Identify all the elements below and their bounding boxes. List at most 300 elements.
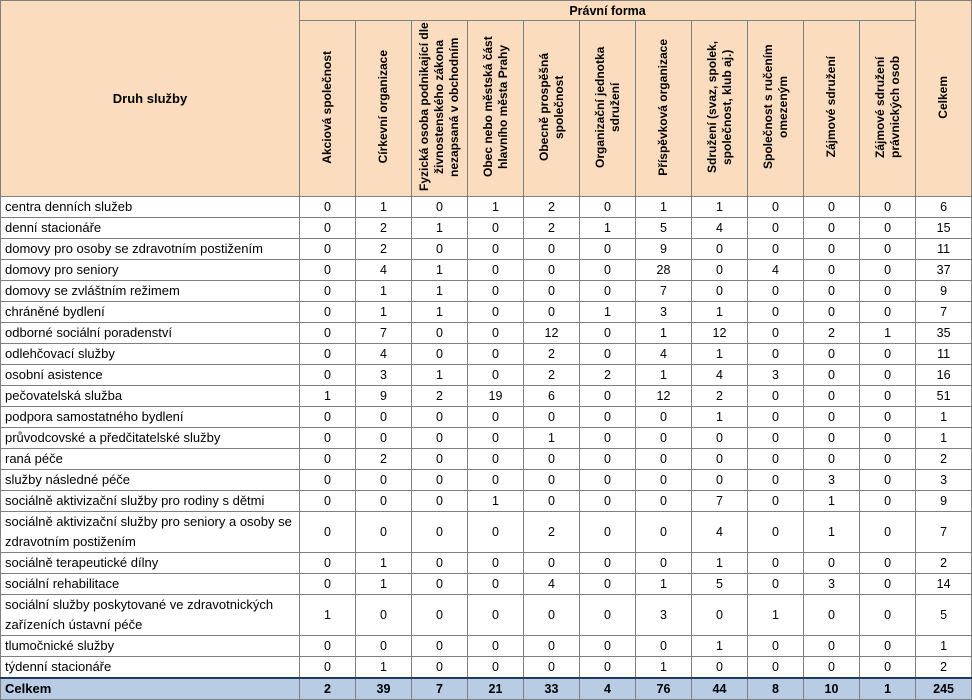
column-header-label: Zájmové sdružení právnických osob xyxy=(872,55,902,159)
value-cell: 1 xyxy=(636,574,692,595)
value-cell: 1 xyxy=(468,491,524,512)
value-cell: 0 xyxy=(524,239,580,260)
service-name-cell: raná péče xyxy=(1,449,300,470)
row-total-cell: 11 xyxy=(916,239,972,260)
service-name-cell: průvodcovské a předčitatelské služby xyxy=(1,428,300,449)
value-cell: 4 xyxy=(692,512,748,553)
value-cell: 1 xyxy=(356,553,412,574)
value-cell: 0 xyxy=(748,553,804,574)
row-total-cell: 7 xyxy=(916,512,972,553)
value-cell: 0 xyxy=(300,260,356,281)
value-cell: 0 xyxy=(468,365,524,386)
value-cell: 0 xyxy=(300,344,356,365)
service-name-cell: domovy pro seniory xyxy=(1,260,300,281)
value-cell: 0 xyxy=(580,260,636,281)
table-row xyxy=(1,386,972,407)
value-cell: 0 xyxy=(860,302,916,323)
value-cell: 0 xyxy=(580,553,636,574)
value-cell: 1 xyxy=(580,302,636,323)
value-cell: 0 xyxy=(580,281,636,302)
value-cell: 0 xyxy=(692,470,748,491)
value-cell: 1 xyxy=(412,260,468,281)
value-cell: 2 xyxy=(524,512,580,553)
value-cell: 1 xyxy=(692,197,748,218)
value-cell: 0 xyxy=(412,428,468,449)
row-total-cell: 5 xyxy=(916,595,972,636)
value-cell: 4 xyxy=(356,260,412,281)
value-cell: 0 xyxy=(860,260,916,281)
value-cell: 0 xyxy=(580,428,636,449)
value-cell: 0 xyxy=(804,595,860,636)
value-cell: 3 xyxy=(748,365,804,386)
value-cell: 0 xyxy=(748,302,804,323)
value-cell: 0 xyxy=(636,428,692,449)
value-cell: 0 xyxy=(468,449,524,470)
value-cell: 1 xyxy=(860,323,916,344)
value-cell: 0 xyxy=(524,281,580,302)
value-cell: 1 xyxy=(468,197,524,218)
value-cell: 1 xyxy=(356,574,412,595)
value-cell: 2 xyxy=(524,344,580,365)
table-row xyxy=(1,344,972,365)
value-cell: 1 xyxy=(804,491,860,512)
value-cell: 6 xyxy=(524,386,580,407)
table-row xyxy=(1,470,972,491)
value-cell: 0 xyxy=(300,470,356,491)
value-cell: 0 xyxy=(300,449,356,470)
value-cell: 1 xyxy=(412,281,468,302)
column-header-label: Zájmové sdružení xyxy=(824,56,838,158)
value-cell: 0 xyxy=(580,323,636,344)
table-row xyxy=(1,302,972,323)
value-cell: 0 xyxy=(468,302,524,323)
value-cell: 12 xyxy=(524,323,580,344)
column-header-label: Organizační jednotka sdružení xyxy=(592,46,622,168)
table-row xyxy=(1,574,972,595)
value-cell: 0 xyxy=(860,281,916,302)
value-cell: 0 xyxy=(412,574,468,595)
value-cell: 0 xyxy=(412,323,468,344)
value-cell: 0 xyxy=(412,407,468,428)
value-cell: 0 xyxy=(580,344,636,365)
value-cell: 0 xyxy=(804,386,860,407)
grand-total-cell: 245 xyxy=(916,678,972,700)
value-cell: 0 xyxy=(804,197,860,218)
value-cell: 0 xyxy=(524,260,580,281)
value-cell: 2 xyxy=(356,218,412,239)
value-cell: 12 xyxy=(636,386,692,407)
value-cell: 0 xyxy=(580,470,636,491)
value-cell: 0 xyxy=(860,407,916,428)
value-cell: 0 xyxy=(804,218,860,239)
column-header xyxy=(356,21,412,197)
service-type-header: Druh služby xyxy=(1,1,300,197)
table-header xyxy=(1,1,972,197)
service-name-cell: služby následné péče xyxy=(1,470,300,491)
row-total-cell: 37 xyxy=(916,260,972,281)
value-cell: 0 xyxy=(860,636,916,657)
column-total-cell: 44 xyxy=(692,678,748,700)
table-row xyxy=(1,657,972,679)
service-name-cell: týdenní stacionáře xyxy=(1,657,300,679)
value-cell: 0 xyxy=(860,365,916,386)
value-cell: 0 xyxy=(580,449,636,470)
table-body xyxy=(1,197,972,700)
service-name-cell: denní stacionáře xyxy=(1,218,300,239)
value-cell: 0 xyxy=(748,407,804,428)
table-row xyxy=(1,218,972,239)
value-cell: 0 xyxy=(300,281,356,302)
row-total-cell: 11 xyxy=(916,344,972,365)
row-total-cell: 1 xyxy=(916,636,972,657)
value-cell: 3 xyxy=(636,302,692,323)
row-total-cell: 2 xyxy=(916,657,972,679)
value-cell: 0 xyxy=(804,636,860,657)
value-cell: 0 xyxy=(300,407,356,428)
row-total-cell: 9 xyxy=(916,491,972,512)
value-cell: 0 xyxy=(468,574,524,595)
value-cell: 0 xyxy=(580,491,636,512)
column-header-label: Akciová společnost xyxy=(320,50,334,164)
service-name-cell: osobní asistence xyxy=(1,365,300,386)
value-cell: 0 xyxy=(524,491,580,512)
column-header xyxy=(860,21,916,197)
value-cell: 0 xyxy=(692,239,748,260)
value-cell: 0 xyxy=(636,449,692,470)
value-cell: 3 xyxy=(804,574,860,595)
value-cell: 0 xyxy=(804,302,860,323)
value-cell: 0 xyxy=(692,428,748,449)
value-cell: 0 xyxy=(412,491,468,512)
totals-row xyxy=(1,678,972,700)
value-cell: 0 xyxy=(412,344,468,365)
column-header xyxy=(300,21,356,197)
column-header-label: Obec nebo městská část hlavního města Prahy xyxy=(480,36,510,178)
column-header-label: Společnost s ručením omezeným xyxy=(760,44,790,170)
column-header-label: Sdružení (svaz, spolek, společnost, klub aj.) xyxy=(704,40,734,174)
value-cell: 1 xyxy=(636,197,692,218)
service-name-cell: pečovatelská služba xyxy=(1,386,300,407)
total-column-header xyxy=(916,1,972,197)
value-cell: 7 xyxy=(636,281,692,302)
column-header-label: Fyzická osoba podnikající dle živnostenského zákona nezapsaná v obchodním xyxy=(417,22,461,192)
column-total-cell: 33 xyxy=(524,678,580,700)
value-cell: 0 xyxy=(356,428,412,449)
service-name-cell: domovy pro osoby se zdravotním postižením xyxy=(1,239,300,260)
value-cell: 1 xyxy=(748,595,804,636)
row-total-cell: 3 xyxy=(916,470,972,491)
value-cell: 0 xyxy=(748,574,804,595)
value-cell: 0 xyxy=(524,636,580,657)
value-cell: 5 xyxy=(692,574,748,595)
value-cell: 0 xyxy=(804,344,860,365)
value-cell: 0 xyxy=(524,407,580,428)
row-total-cell: 35 xyxy=(916,323,972,344)
value-cell: 0 xyxy=(860,386,916,407)
service-name-cell: sociálně aktivizační služby pro seniory a osoby se zdravotním postižením xyxy=(1,512,300,553)
value-cell: 0 xyxy=(412,197,468,218)
row-total-cell: 15 xyxy=(916,218,972,239)
column-total-cell: 21 xyxy=(468,678,524,700)
table-row xyxy=(1,553,972,574)
value-cell: 0 xyxy=(412,595,468,636)
value-cell: 3 xyxy=(804,470,860,491)
value-cell: 0 xyxy=(860,512,916,553)
value-cell: 1 xyxy=(356,281,412,302)
row-total-cell: 7 xyxy=(916,302,972,323)
value-cell: 2 xyxy=(804,323,860,344)
value-cell: 9 xyxy=(356,386,412,407)
value-cell: 0 xyxy=(748,344,804,365)
value-cell: 0 xyxy=(524,302,580,323)
table-row xyxy=(1,449,972,470)
value-cell: 4 xyxy=(748,260,804,281)
row-total-cell: 6 xyxy=(916,197,972,218)
value-cell: 1 xyxy=(636,657,692,679)
value-cell: 0 xyxy=(356,512,412,553)
table-row xyxy=(1,491,972,512)
value-cell: 1 xyxy=(692,636,748,657)
value-cell: 0 xyxy=(524,657,580,679)
value-cell: 0 xyxy=(300,365,356,386)
value-cell: 2 xyxy=(356,449,412,470)
service-name-cell: chráněné bydlení xyxy=(1,302,300,323)
value-cell: 0 xyxy=(748,491,804,512)
value-cell: 0 xyxy=(300,197,356,218)
value-cell: 1 xyxy=(692,302,748,323)
value-cell: 0 xyxy=(692,595,748,636)
column-total-cell: 7 xyxy=(412,678,468,700)
column-total-cell: 8 xyxy=(748,678,804,700)
row-total-cell: 51 xyxy=(916,386,972,407)
value-cell: 0 xyxy=(356,595,412,636)
value-cell: 0 xyxy=(748,281,804,302)
value-cell: 0 xyxy=(356,470,412,491)
value-cell: 3 xyxy=(636,595,692,636)
value-cell: 0 xyxy=(580,657,636,679)
value-cell: 0 xyxy=(580,407,636,428)
value-cell: 7 xyxy=(356,323,412,344)
row-total-cell: 16 xyxy=(916,365,972,386)
service-name-cell: odborné sociální poradenství xyxy=(1,323,300,344)
value-cell: 0 xyxy=(580,386,636,407)
value-cell: 4 xyxy=(524,574,580,595)
value-cell: 0 xyxy=(804,553,860,574)
value-cell: 0 xyxy=(468,344,524,365)
value-cell: 0 xyxy=(748,428,804,449)
row-total-cell: 1 xyxy=(916,407,972,428)
value-cell: 0 xyxy=(412,636,468,657)
value-cell: 0 xyxy=(524,449,580,470)
value-cell: 0 xyxy=(300,218,356,239)
value-cell: 1 xyxy=(300,386,356,407)
value-cell: 0 xyxy=(636,512,692,553)
value-cell: 0 xyxy=(468,239,524,260)
value-cell: 0 xyxy=(356,407,412,428)
column-header xyxy=(636,21,692,197)
value-cell: 2 xyxy=(524,218,580,239)
value-cell: 1 xyxy=(300,595,356,636)
value-cell: 0 xyxy=(300,574,356,595)
total-column-label: Celkem xyxy=(936,75,951,119)
value-cell: 0 xyxy=(860,197,916,218)
value-cell: 28 xyxy=(636,260,692,281)
value-cell: 2 xyxy=(356,239,412,260)
row-total-cell: 1 xyxy=(916,428,972,449)
value-cell: 0 xyxy=(804,260,860,281)
value-cell: 0 xyxy=(692,449,748,470)
value-cell: 0 xyxy=(412,239,468,260)
value-cell: 1 xyxy=(636,323,692,344)
value-cell: 0 xyxy=(748,323,804,344)
value-cell: 0 xyxy=(580,239,636,260)
value-cell: 2 xyxy=(692,386,748,407)
value-cell: 0 xyxy=(300,657,356,679)
value-cell: 0 xyxy=(300,636,356,657)
value-cell: 0 xyxy=(300,323,356,344)
value-cell: 1 xyxy=(580,218,636,239)
value-cell: 2 xyxy=(580,365,636,386)
column-total-cell: 39 xyxy=(356,678,412,700)
value-cell: 4 xyxy=(692,365,748,386)
row-total-cell: 14 xyxy=(916,574,972,595)
value-cell: 0 xyxy=(580,197,636,218)
value-cell: 1 xyxy=(692,553,748,574)
value-cell: 1 xyxy=(356,657,412,679)
value-cell: 0 xyxy=(468,281,524,302)
service-name-cell: sociálně aktivizační služby pro rodiny s dětmi xyxy=(1,491,300,512)
value-cell: 0 xyxy=(692,260,748,281)
value-cell: 0 xyxy=(468,428,524,449)
value-cell: 0 xyxy=(748,197,804,218)
value-cell: 19 xyxy=(468,386,524,407)
value-cell: 0 xyxy=(300,428,356,449)
table-row xyxy=(1,365,972,386)
value-cell: 0 xyxy=(356,491,412,512)
value-cell: 0 xyxy=(860,491,916,512)
value-cell: 0 xyxy=(468,512,524,553)
column-total-cell: 1 xyxy=(860,678,916,700)
value-cell: 2 xyxy=(412,386,468,407)
value-cell: 0 xyxy=(860,428,916,449)
row-total-cell: 2 xyxy=(916,449,972,470)
value-cell: 0 xyxy=(300,239,356,260)
value-cell: 1 xyxy=(412,218,468,239)
value-cell: 0 xyxy=(356,636,412,657)
value-cell: 0 xyxy=(636,636,692,657)
column-header xyxy=(412,21,468,197)
value-cell: 0 xyxy=(468,553,524,574)
value-cell: 3 xyxy=(356,365,412,386)
value-cell: 4 xyxy=(356,344,412,365)
value-cell: 7 xyxy=(692,491,748,512)
value-cell: 0 xyxy=(860,657,916,679)
value-cell: 1 xyxy=(692,344,748,365)
value-cell: 0 xyxy=(804,281,860,302)
service-name-cell: tlumočnické služby xyxy=(1,636,300,657)
value-cell: 0 xyxy=(860,344,916,365)
value-cell: 0 xyxy=(580,636,636,657)
value-cell: 0 xyxy=(412,449,468,470)
value-cell: 0 xyxy=(748,512,804,553)
value-cell: 1 xyxy=(636,365,692,386)
value-cell: 0 xyxy=(468,470,524,491)
value-cell: 0 xyxy=(300,491,356,512)
value-cell: 1 xyxy=(356,302,412,323)
value-cell: 1 xyxy=(412,302,468,323)
column-total-cell: 76 xyxy=(636,678,692,700)
value-cell: 0 xyxy=(468,657,524,679)
column-header xyxy=(580,21,636,197)
value-cell: 0 xyxy=(692,281,748,302)
value-cell: 0 xyxy=(300,512,356,553)
value-cell: 0 xyxy=(860,239,916,260)
value-cell: 0 xyxy=(412,553,468,574)
value-cell: 0 xyxy=(636,491,692,512)
value-cell: 1 xyxy=(692,407,748,428)
value-cell: 9 xyxy=(636,239,692,260)
table-row xyxy=(1,197,972,218)
table-row xyxy=(1,281,972,302)
value-cell: 0 xyxy=(300,302,356,323)
legal-form-header: Právní forma xyxy=(300,1,916,21)
table-row xyxy=(1,428,972,449)
column-header-label: Obecně prospěšná společnost xyxy=(536,52,566,162)
value-cell: 0 xyxy=(804,407,860,428)
column-header-label: Církevní organizace xyxy=(376,50,390,164)
value-cell: 0 xyxy=(804,239,860,260)
totals-label: Celkem xyxy=(1,678,300,700)
value-cell: 0 xyxy=(748,239,804,260)
value-cell: 0 xyxy=(748,636,804,657)
value-cell: 0 xyxy=(524,470,580,491)
table-row xyxy=(1,260,972,281)
column-header xyxy=(524,21,580,197)
column-total-cell: 2 xyxy=(300,678,356,700)
value-cell: 0 xyxy=(580,512,636,553)
column-total-cell: 10 xyxy=(804,678,860,700)
value-cell: 0 xyxy=(748,386,804,407)
value-cell: 0 xyxy=(468,323,524,344)
column-header-label: Příspěvková organizace xyxy=(656,38,670,176)
service-name-cell: domovy se zvláštním režimem xyxy=(1,281,300,302)
value-cell: 0 xyxy=(804,657,860,679)
value-cell: 4 xyxy=(636,344,692,365)
value-cell: 0 xyxy=(468,260,524,281)
column-header xyxy=(748,21,804,197)
value-cell: 0 xyxy=(636,553,692,574)
value-cell: 0 xyxy=(748,470,804,491)
value-cell: 0 xyxy=(748,657,804,679)
table-row xyxy=(1,595,972,636)
value-cell: 1 xyxy=(804,512,860,553)
value-cell: 1 xyxy=(356,197,412,218)
value-cell: 0 xyxy=(636,470,692,491)
table-row xyxy=(1,636,972,657)
service-name-cell: podpora samostatného bydlení xyxy=(1,407,300,428)
column-header xyxy=(804,21,860,197)
service-name-cell: odlehčovací služby xyxy=(1,344,300,365)
column-header xyxy=(468,21,524,197)
service-name-cell: sociálně terapeutické dílny xyxy=(1,553,300,574)
value-cell: 1 xyxy=(412,365,468,386)
value-cell: 0 xyxy=(860,574,916,595)
table-row xyxy=(1,323,972,344)
table-row xyxy=(1,407,972,428)
table-row xyxy=(1,512,972,553)
column-header xyxy=(692,21,748,197)
value-cell: 0 xyxy=(580,595,636,636)
